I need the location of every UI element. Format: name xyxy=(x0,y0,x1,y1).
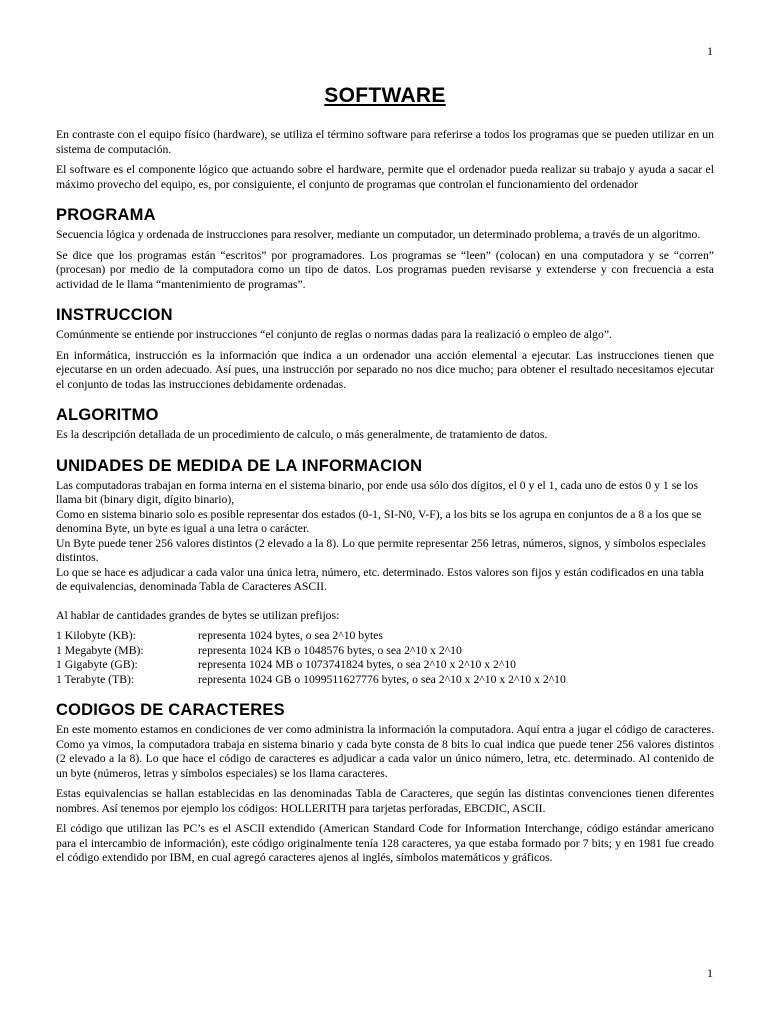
instruccion-paragraph-1: Comúnmente se entiende por instrucciones “el conjunto de reglas o normas dadas para la realizació o empleo de algo”. xyxy=(56,328,612,341)
unit-description: representa 1024 bytes, o sea 2^10 bytes xyxy=(198,629,383,642)
unit-name: 1 Kilobyte (KB): xyxy=(56,629,136,642)
unit-description: representa 1024 KB o 1048576 bytes, o sea 2^10 x 2^10 xyxy=(198,643,462,657)
unit-description: representa 1024 GB o 1099511627776 bytes, o sea 2^10 x 2^10 x 2^10 x 2^10 xyxy=(198,672,566,686)
intro-paragraph-2: El software es el componente lógico que actuando sobre el hardware, permite que el ordenador pueda realizar su trabajo y ayuda a sacar el máximo provecho del equipo, es, por consiguiente, el conjunto de programas que controlan el funcionamiento del ordenador xyxy=(56,163,714,191)
unidades-paragraph-4: Lo que se hace es adjudicar a cada valor una única letra, número, etc. determinado. Estos valores son fijos y están codificados en una tabla de equivalencias, denominada Tabla de Caracteres ASCII. xyxy=(56,565,704,593)
unidades-text-block xyxy=(56,479,714,624)
programa-paragraph-1: Secuencia lógica y ordenada de instrucciones para resolver, mediante un computador, un determinado problema, a través de un algoritmo. xyxy=(56,228,701,241)
prefix-intro: Al hablar de cantidades grandes de bytes se utilizan prefijos: xyxy=(56,608,340,622)
codigos-paragraph-3: El código que utilizan las PC’s es el ASCII extendido (American Standard Code for Information Interchange, código estándar americano para el intercambio de información), este código originalmente tenía 128 caracteres, ya que estaba formado por 7 bits; y en 1981 fue creado el código extendido por IBM, en cual agregó caracteres ajenos al inglés, símbolos matemáticos y gráficos. xyxy=(56,822,714,864)
heading-instruccion: INSTRUCCION xyxy=(56,306,173,324)
unit-name: 1 Megabyte (MB): xyxy=(56,643,144,657)
heading-unidades: UNIDADES DE MEDIDA DE LA INFORMACION xyxy=(56,456,423,475)
heading-codigos: CODIGOS DE CARACTERES xyxy=(56,701,285,719)
heading-programa: PROGRAMA xyxy=(56,206,156,224)
algoritmo-paragraph-1: Es la descripción detallada de un procedimiento de calculo, o más generalmente, de tratamiento de datos. xyxy=(56,428,548,441)
spacer xyxy=(56,595,714,609)
intro-paragraph-1: En contraste con el equipo físico (hardware), se utiliza el término software para referirse a todos los programas que se pueden utilizar en un sistema de computación. xyxy=(56,128,714,156)
programa-paragraph-2: Se dice que los programas están “escritos” por programadores. Los programas se “leen” (colocan) en una computadora y se “corren” (procesan) por medio de la computadora como un tipo de datos. Los programas pueden revisarse y extenderse y con frecuencia a esta actividad de le llama “mantenimiento de programas”. xyxy=(56,248,714,291)
heading-algoritmo: ALGORITMO xyxy=(56,406,159,424)
table-row xyxy=(56,629,714,644)
table-row xyxy=(56,644,714,659)
document-title: SOFTWARE xyxy=(324,84,446,107)
table-row xyxy=(56,658,714,673)
unit-description: representa 1024 MB o 1073741824 bytes, o sea 2^10 x 2^10 x 2^10 xyxy=(198,658,517,671)
document-body xyxy=(56,84,714,872)
units-table xyxy=(56,629,714,687)
instruccion-paragraph-2: En informática, instrucción es la información que indica a un ordenador una acción elemental a ejecutar. Las instrucciones tienen que ejecutarse en un orden adecuado. Así pues, una instrucción por separado no nos dice mucho; para obtener el resultado necesitamos ejecutar el conjunto de todas las instrucciones debidamente ordenadas. xyxy=(56,348,714,391)
unidades-paragraph-3: Un Byte puede tener 256 valores distintos (2 elevado a la 8). Lo que permite representar 256 letras, números, signos, y símbolos especiales distintos. xyxy=(56,536,706,564)
unit-name: 1 Terabyte (TB): xyxy=(56,672,135,686)
codigos-paragraph-2: Estas equivalencias se hallan establecidas en las denominadas Tabla de Caracteres, que según las distintas convenciones tienen diferentes nombres. Así tenemos por ejemplo los códigos: HOLLERITH para tarjetas perforadas, EBCDIC, ASCII. xyxy=(56,787,714,815)
codigos-paragraph-1: En este momento estamos en condiciones de ver como administra la información la computadora. Aquí entra a jugar el código de caracteres. Como ya vimos, la computadora trabaja en sistema binario y cada byte consta de 8 bits lo cual indica que puede tener 256 valores distintos (2 elevado a la 8). Lo que hace el código de caracteres es adjudicar a cada valor un único número, letra, etc. determinado. Al contenido de un byte (números, letras y símbolos especiales) se los llama caracteres. xyxy=(56,723,714,780)
unidades-paragraph-2: Como en sistema binario solo es posible representar dos estados (0-1, SI-N0, V-F), a los bits se los agrupa en conjuntos de a 8 a los que se denomina Byte, un byte es igual a una letra o carácter. xyxy=(56,507,702,535)
page-number-top: 1 xyxy=(707,44,713,58)
page-number-bottom: 1 xyxy=(707,966,713,980)
table-row xyxy=(56,673,714,688)
unidades-paragraph-1: Las computadoras trabajan en forma interna en el sistema binario, por ende usa sólo dos dígitos, el 0 y el 1, cada uno de estos 0 y 1 se los llama bit (binary digit, dígito binario), xyxy=(56,478,698,506)
unit-name: 1 Gigabyte (GB): xyxy=(56,658,138,671)
